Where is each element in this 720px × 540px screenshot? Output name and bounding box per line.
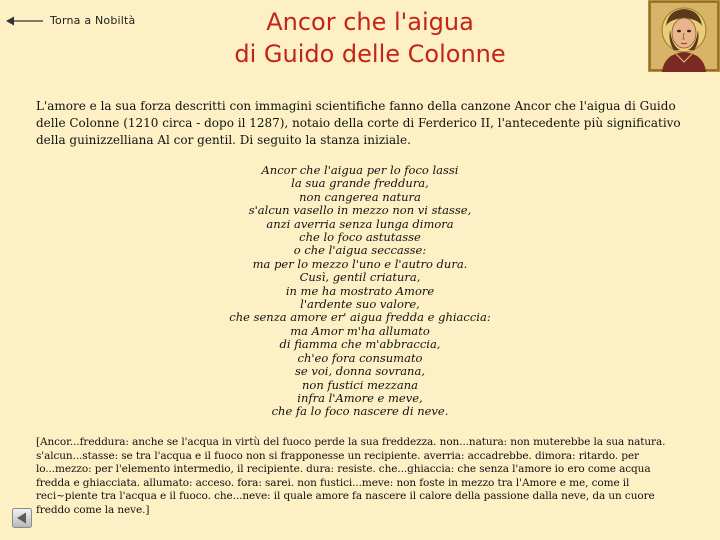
portrait-image [648, 0, 720, 72]
poem-line: ma per lo mezzo l'uno e l'autro dura. [252, 256, 468, 271]
poem-line: l'ardente suo valore, [300, 297, 420, 312]
back-link-label: Torna a Nobiltà [50, 14, 136, 27]
poem-line: che lo foco astutasse [299, 230, 421, 245]
poem-line: di fiamma che m'abbraccia, [279, 337, 441, 352]
poem-line: Cusì, gentil criatura, [299, 270, 421, 285]
title-line-2: di Guido delle Colonne [234, 40, 506, 69]
poem-line: non fustici mezzana [302, 377, 418, 392]
glossary-notes: [Ancor...freddura: anche se l'acqua in virtù del fuoco perde la sua freddezza. non...natura: non muterebbe la sua natura. s'alcun...stasse: se tra l'acqua e il fuoco non si frapponesse un recipiente. averria: accadrebbe. dimora: ritardo. per lo...mezzo: per l'elemento intermedio, il recipiente. dura: resiste. che...ghiaccia: che senza l'amore io ero come acqua fredda e ghiacciata. allumato: acceso. fora: sarei. non fustici...meve: non foste in mezzo tra l'Amore e me, come il reci~piente tra l'acqua e il fuoco. che...neve: il quale amore fa nascere il calore della passione dalla neve, da un cuore freddo come la neve.] [36, 436, 666, 516]
poem-line: la sua grande freddura, [291, 176, 429, 191]
poem-line: infra l'Amore e meve, [297, 390, 423, 405]
poem-line: anzi averria senza lunga dimora [266, 216, 454, 231]
back-to-nobilta-link[interactable] [6, 14, 135, 27]
previous-slide-icon[interactable] [12, 508, 32, 528]
poem-stanza [180, 164, 540, 419]
page-title [190, 6, 550, 71]
intro-paragraph: L'amore e la sua forza descritti con immagini scientifiche fanno della canzone Ancor che l'aigua di Guido delle Colonne (1210 circa - dopo il 1287), notaio della corte di Ferderico II, l'antecedente più significativo della guinizzelliana Al cor gentil. Di seguito la stanza iniziale. [36, 99, 681, 147]
title-line-1: Ancor che l'aigua [266, 8, 474, 36]
poem-line: se voi, donna sovrana, [295, 364, 425, 379]
poem-line: ma Amor m'ha allumato [290, 323, 430, 338]
poem-line: ch'eo fora consumato [297, 350, 423, 365]
poem-line: che senza amore er' aigua fredda e ghiaccia: [229, 310, 491, 325]
poem-line: o che l'aigua seccasse: [293, 243, 427, 258]
poem-line: Ancor che l'aigua per lo foco lassi [261, 163, 459, 177]
poem-line: in me ha mostrato Amore [285, 283, 435, 298]
poem-line: non cangerea natura [299, 189, 421, 204]
left-arrow-icon [6, 15, 44, 27]
poem-line: s'alcun vasello in mezzo non vi stasse, [248, 203, 472, 218]
poem-line: che fa lo foco nascere di neve. [271, 404, 449, 419]
